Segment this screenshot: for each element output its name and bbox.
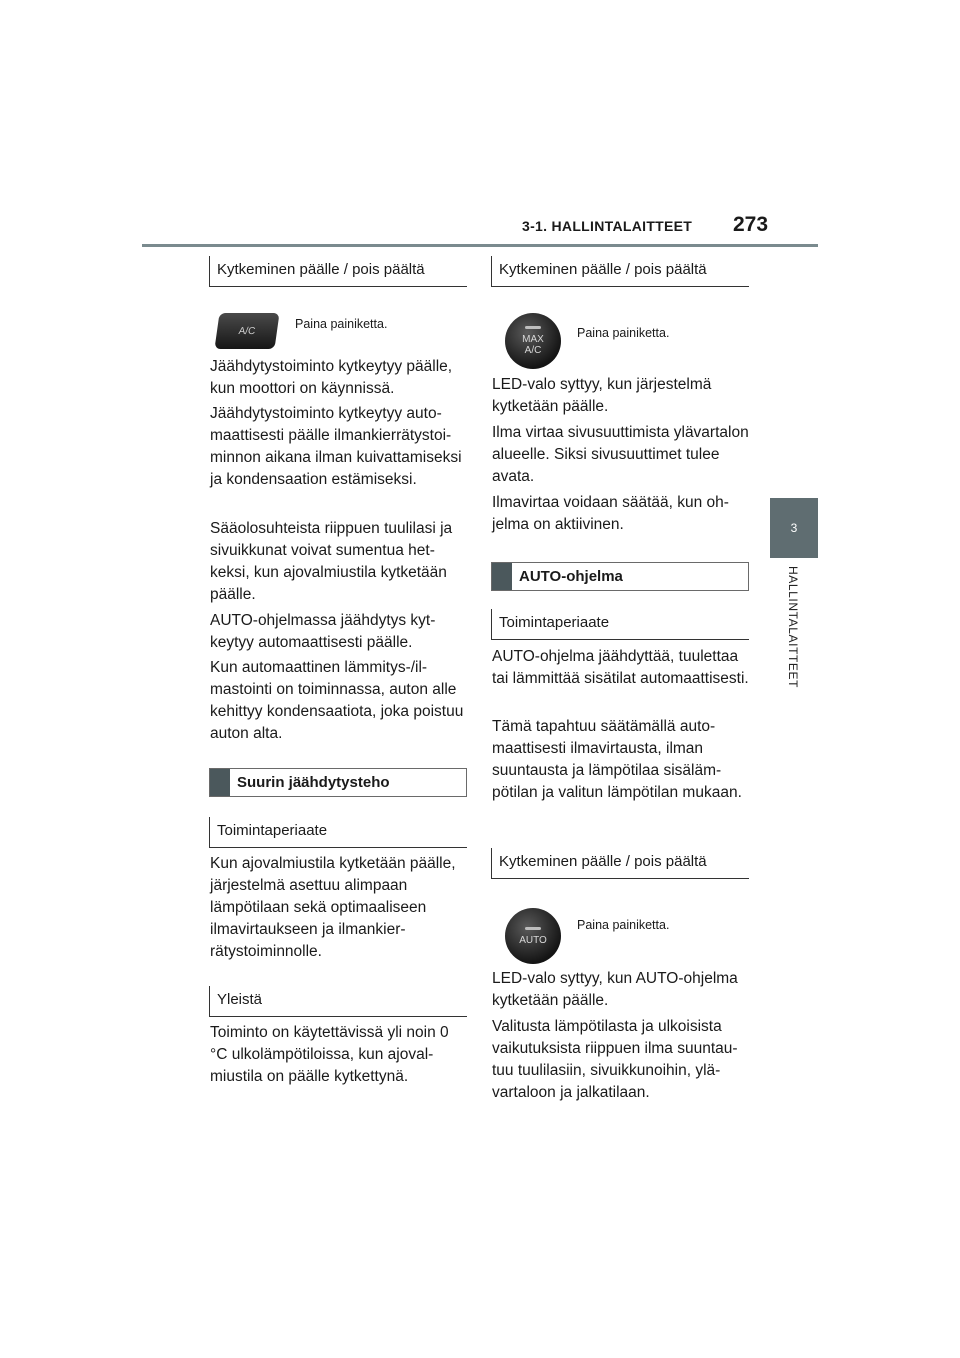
section-heading-text: AUTO-ohjelma (519, 568, 623, 585)
subheading-on-off: Kytkeminen päälle / pois päältä (209, 256, 467, 287)
subheading-on-off: Kytkeminen päälle / pois päältä (491, 256, 749, 287)
caption-press-button: Paina painiketta. (295, 317, 388, 331)
paragraph: Valitusta lämpötilasta ja ulkoisista vaikutuksista riippuen ilma suuntautuu tuulilasiin, sivuikkunoihin, ylävartaloon ja jalkatilaan. (492, 1018, 738, 1101)
subheading-principle: Toimintaperiaate (491, 609, 749, 640)
paragraph: LED-valo syttyy, kun järjestelmä kytketään päälle. (492, 376, 712, 415)
paragraph: Kun ajovalmiustila kytketään päälle, järjestelmä asettuu alimpaan lämpötilaan sekä optimaaliseen ilmavirtaukseen ja ilmankierrätystoiminnolle. (210, 855, 456, 960)
subheading-on-off: Kytkeminen päälle / pois päältä (491, 848, 749, 879)
subheading-principle: Toimintaperiaate (209, 817, 467, 848)
led-indicator (525, 326, 541, 329)
max-ac-label-line1: MAX (522, 334, 544, 345)
paragraph: Toiminto on käytettävissä yli noin 0 °C ulkolämpötiloissa, kun ajovalmiustila on päälle kytkettynä. (210, 1024, 449, 1085)
page-number: 273 (733, 213, 769, 236)
chapter-tab[interactable]: 3 (770, 498, 818, 558)
paragraph: Sääolosuhteista riippuen tuulilasi ja sivuikkunat voivat sumentua hetkeksi, kun ajovalmiustila kytketään päälle. (210, 520, 453, 603)
section-marker (492, 563, 512, 590)
paragraph: AUTO-ohjelma jäähdyttää, tuulettaa tai lämmittää sisätilat automaattisesti. (492, 648, 749, 687)
paragraph: AUTO-ohjelmassa jäähdytys kytkeytyy automaattisesti päälle. (210, 612, 436, 651)
paragraph: Kun automaattinen lämmitys-/ilmastointi on toiminnassa, auton alle kehittyy kondensaatiota, joka poistuu auton alta. (210, 659, 464, 742)
led-indicator (525, 927, 541, 930)
subheading-general: Yleistä (209, 986, 467, 1017)
paragraph: Tämä tapahtuu säätämällä automaattisesti ilmavirtausta, ilman suuntausta ja lämpötilaa sisälämpötilan ja valitun lämpötilan mukaan. (492, 718, 742, 801)
section-heading-text: Suurin jäähdytysteho (237, 774, 390, 791)
paragraph: Jäähdytystoiminto kytkeytyy päälle, kun moottori on käynnissä. (210, 358, 453, 397)
paragraph: Jäähdytystoiminto kytkeytyy automaattisesti päälle ilmankierrätystoiminnon aikana ilman kuivattamiseksi ja kondensaation estämiseksi. (210, 405, 462, 488)
max-ac-label-line2: A/C (524, 345, 542, 356)
section-marker (210, 769, 230, 796)
auto-button-label: AUTO (519, 934, 547, 946)
paragraph: LED-valo syttyy, kun AUTO-ohjelma kytketään päälle. (492, 970, 738, 1009)
paragraph: Ilmavirtaa voidaan säätää, kun ohjelma on aktiivinen. (492, 494, 729, 533)
auto-button-icon (505, 908, 561, 964)
chapter-side-label: HALLINTALAITTEET (786, 566, 800, 689)
max-ac-button-icon (505, 313, 561, 369)
ac-button-icon (214, 313, 279, 349)
paragraph: Ilma virtaa sivusuuttimista ylävartalon alueelle. Siksi sivusuuttimet tulee avata. (492, 424, 749, 485)
header-divider (142, 244, 818, 247)
section-heading-auto-program (491, 562, 749, 591)
caption-press-button: Paina painiketta. (577, 918, 670, 932)
section-title: 3-1. HALLINTALAITTEET (522, 218, 693, 234)
section-heading-max-cooling (209, 768, 467, 797)
caption-press-button: Paina painiketta. (577, 326, 670, 340)
ac-button-label: A/C (237, 325, 257, 337)
